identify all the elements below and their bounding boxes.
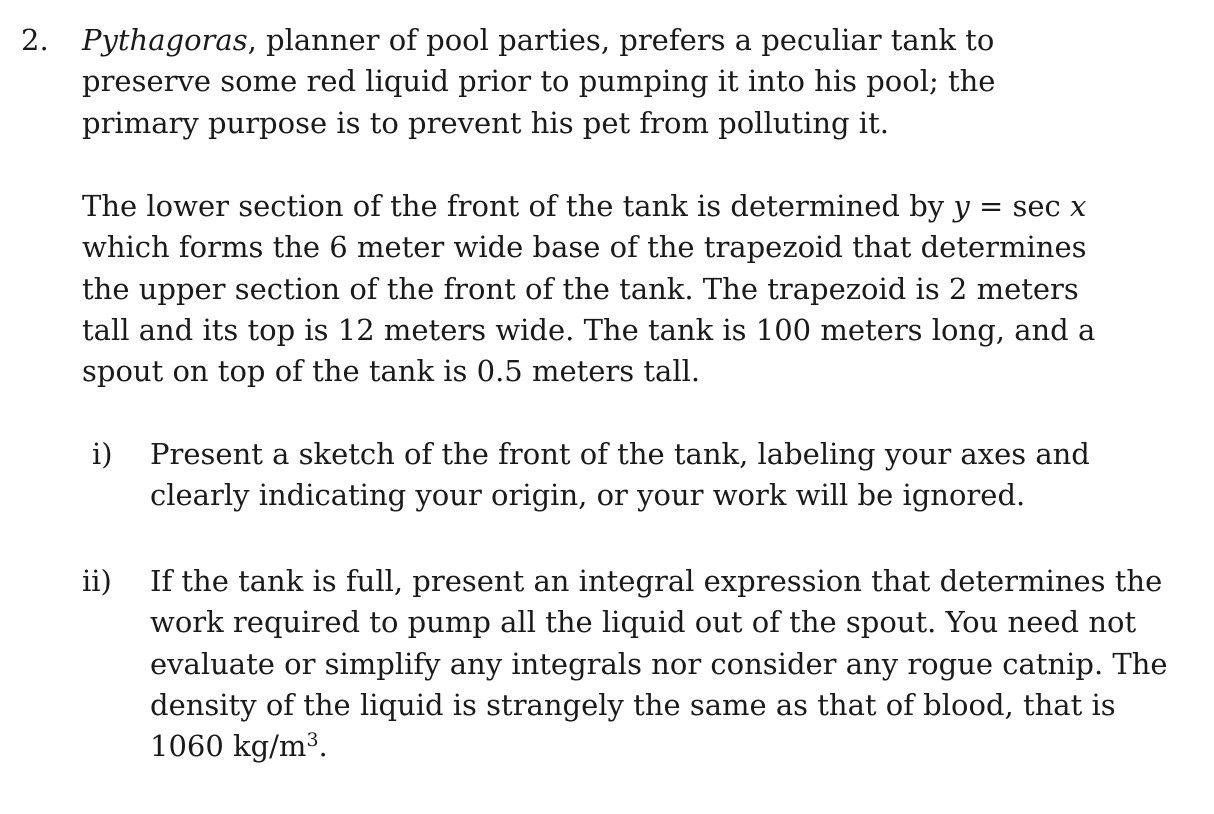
part-ii-line-5 [150, 726, 1168, 767]
description-line-1 [82, 186, 1202, 227]
part-ii-label: ii) [82, 564, 112, 598]
description-line-4: tall and its top is 12 meters wide. The tank is 100 meters long, and a [82, 312, 1096, 347]
description-line-2: which forms the 6 meter wide base of the trapezoid that determines [82, 230, 1087, 265]
math-x: x [1070, 189, 1087, 223]
math-eq-sec: = sec [969, 189, 1071, 223]
intro-line-2: preserve some red liquid prior to pumping it into his pool; the [82, 64, 996, 99]
density-period: . [318, 729, 328, 764]
intro-line-1 [82, 20, 1202, 61]
part-ii-line-4: density of the liquid is strangely the same as that of blood, that is [150, 687, 1116, 722]
math-y: y [953, 189, 970, 223]
density-exponent: 3 [306, 729, 319, 752]
description-line-5: spout on top of the tank is 0.5 meters tall. [82, 354, 701, 389]
intro-line-3: primary purpose is to prevent his pet from polluting it. [82, 105, 889, 140]
problem-description [82, 186, 1202, 392]
problem-number: 2. [21, 23, 49, 57]
part-i-line-2: clearly indicating your origin, or your work will be ignored. [150, 478, 1026, 513]
density-value: 1060 kg/m [150, 729, 307, 764]
part-i-label: i) [92, 437, 113, 471]
part-ii-line-3: evaluate or simplify any integrals nor consider any rogue catnip. The [150, 646, 1168, 681]
part-i-text [150, 434, 1090, 517]
description-line-3: the upper section of the front of the tank. The trapezoid is 2 meters [82, 271, 1079, 306]
part-ii-text [150, 561, 1168, 767]
part-ii-line-2: work required to pump all the liquid out of the spout. You need not [150, 605, 1137, 640]
description-line-1-text: The lower section of the front of the tank is determined by [82, 189, 954, 223]
problem-intro [82, 20, 1202, 144]
part-i-line-1: Present a sketch of the front of the tank, labeling your axes and [150, 437, 1090, 471]
intro-name: Pythagoras [82, 23, 248, 57]
intro-line-1-text: , planner of pool parties, prefers a peculiar tank to [247, 23, 995, 57]
part-ii-line-1: If the tank is full, present an integral expression that determines the [150, 564, 1163, 598]
